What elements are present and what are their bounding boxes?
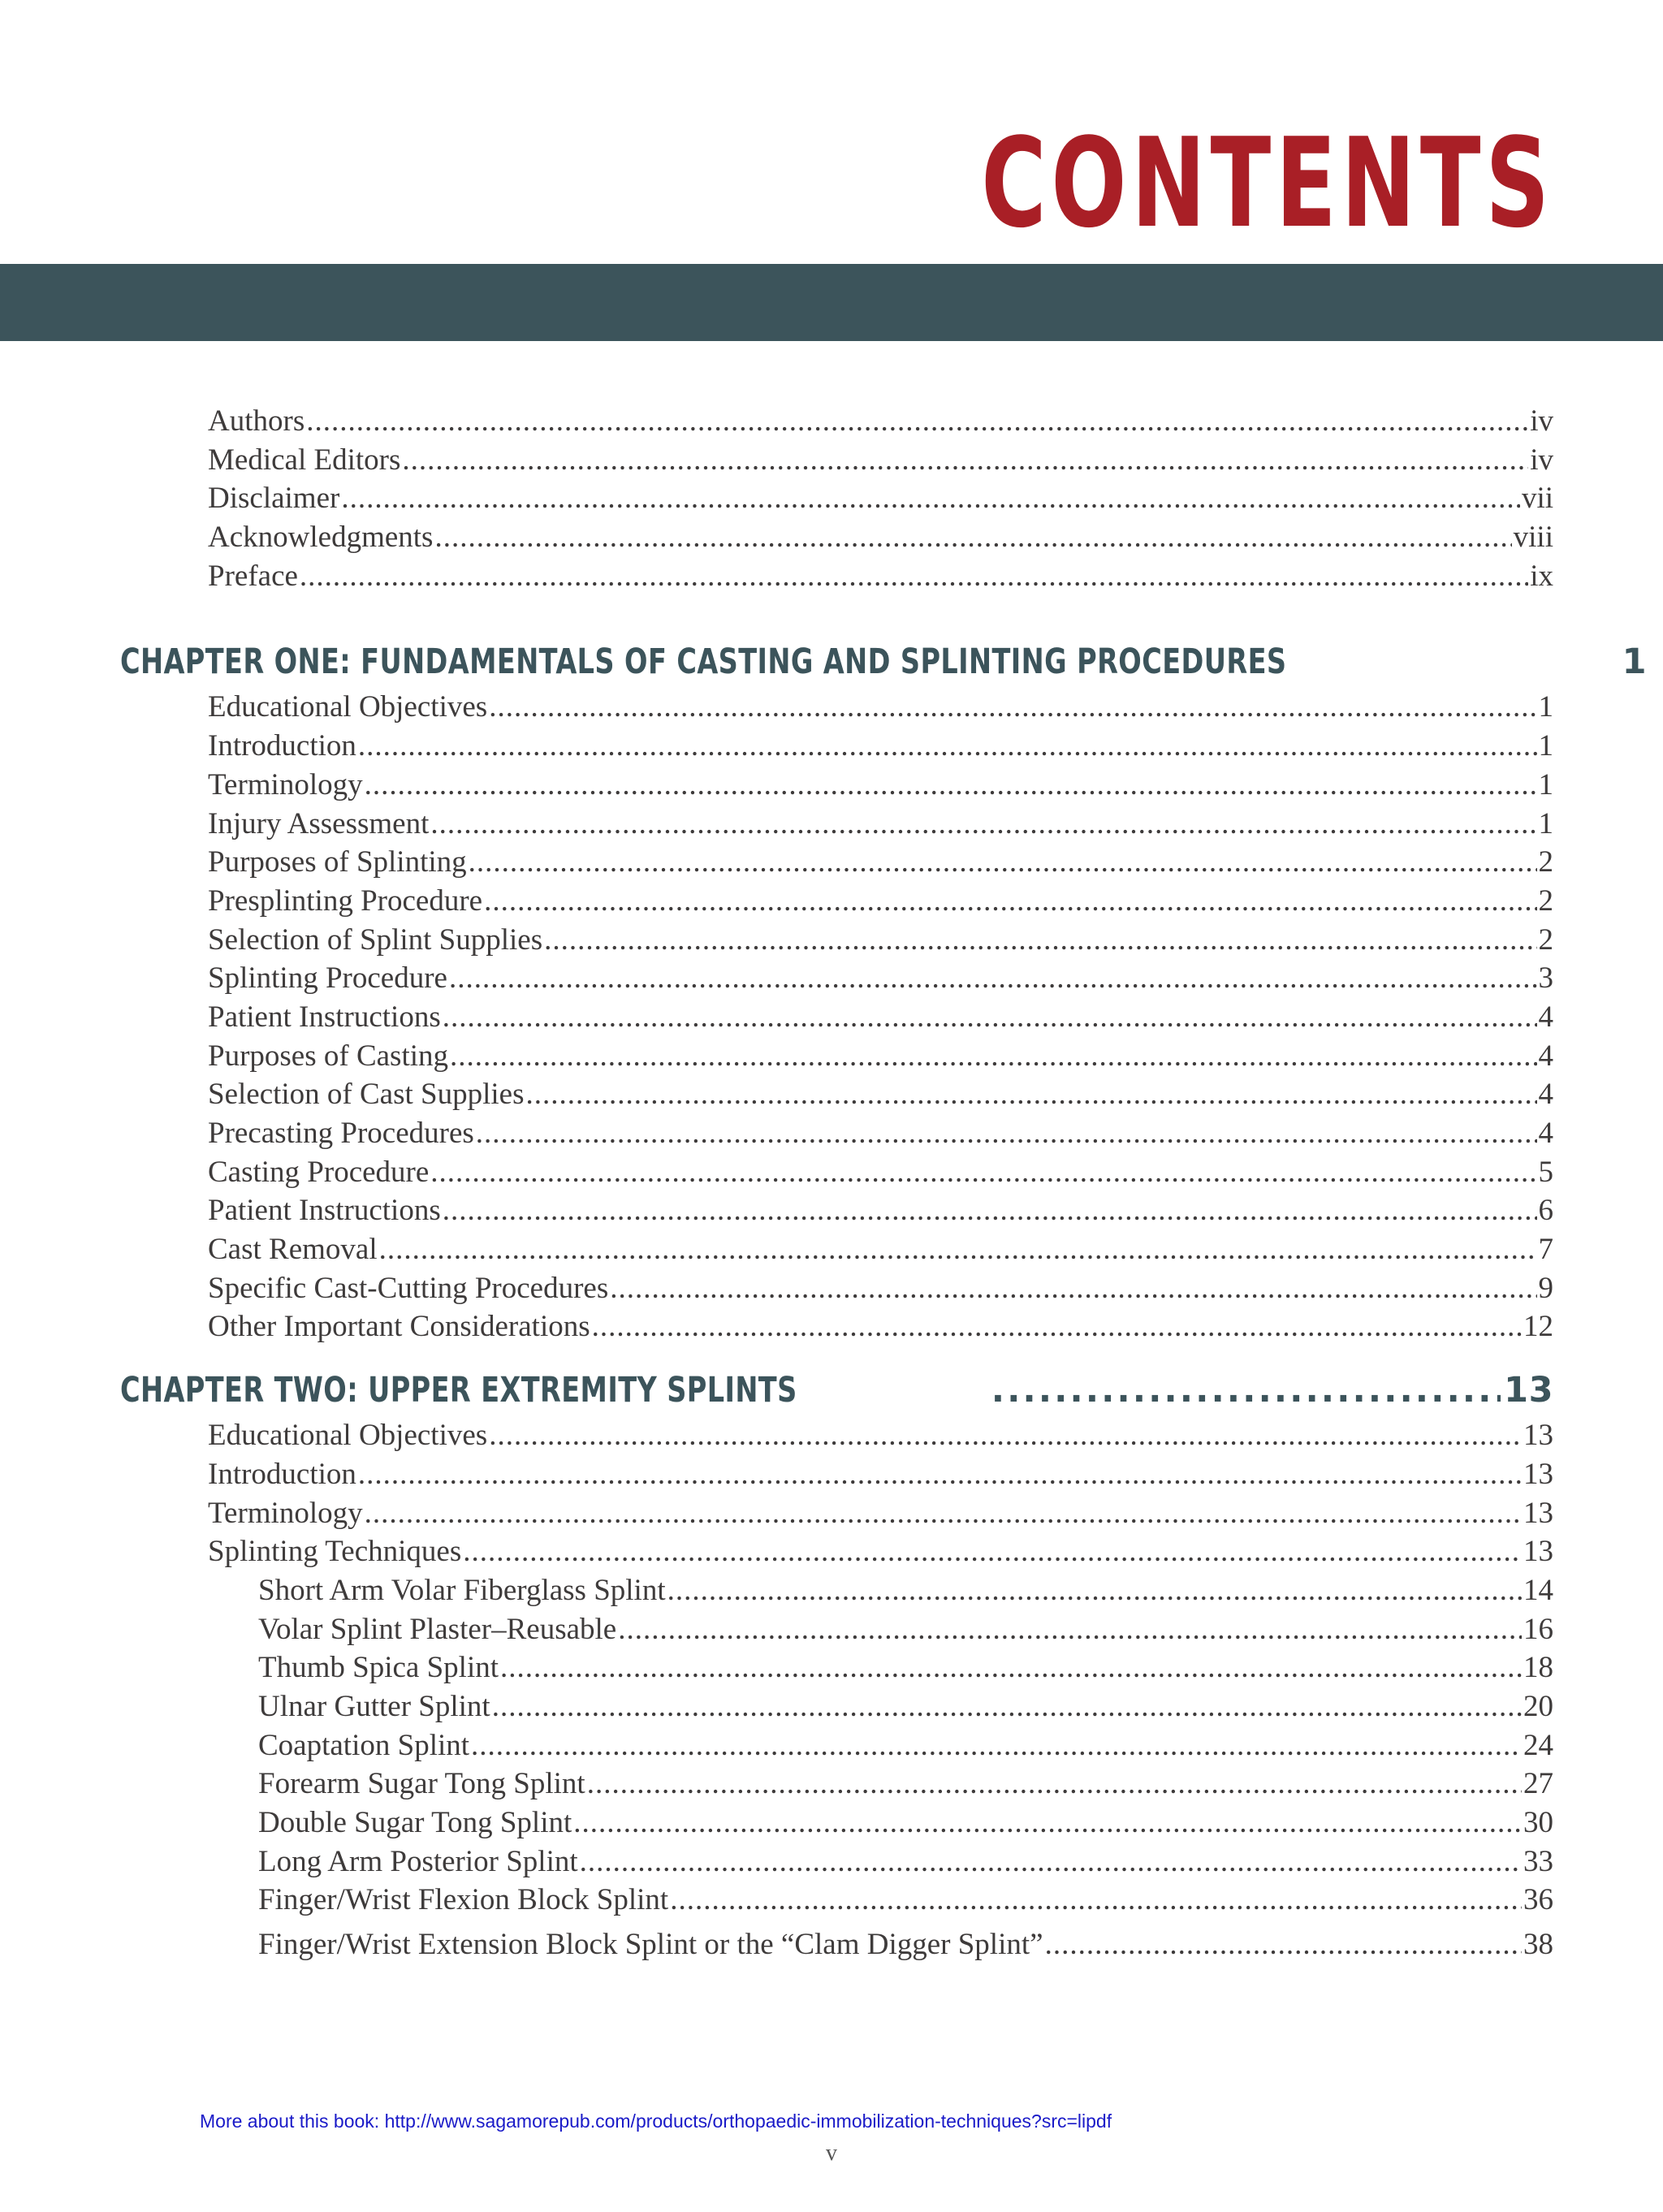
toc-entry-page: 9	[1538, 1271, 1553, 1305]
toc-entry-label: Patient Instructions	[208, 1000, 441, 1034]
toc-entry-label: Presplinting Procedure	[208, 884, 483, 918]
dot-leader	[402, 441, 1528, 480]
toc-entry-page: 38	[1523, 1928, 1553, 1962]
dot-leader	[991, 1364, 1501, 1416]
toc-entry-label: Short Arm Volar Fiberglass Splint	[258, 1573, 666, 1607]
toc-entry-label: Educational Objectives	[208, 1419, 488, 1453]
toc-entry-acknowledgments[interactable]	[120, 518, 1553, 557]
section-spacer	[120, 595, 1553, 636]
toc-entry-authors[interactable]	[120, 402, 1553, 441]
toc-entry[interactable]	[120, 1191, 1553, 1230]
toc-entry-label: Injury Assessment	[208, 806, 430, 840]
toc-entry[interactable]	[120, 1532, 1553, 1571]
dot-leader	[610, 1269, 1536, 1308]
toc-entry-page: 1	[1538, 729, 1553, 763]
dot-leader	[430, 1153, 1536, 1192]
toc-entry-page: 13	[1523, 1419, 1553, 1453]
toc-entry-page: 27	[1523, 1767, 1553, 1801]
section-spacer	[120, 1346, 1553, 1364]
more-about-book-link[interactable]: More about this book: http://www.sagamorepub.com/products/orthopaedic-immobilization-techniques?src=lipdf	[200, 2110, 1112, 2132]
toc-entry-page: 7	[1538, 1233, 1553, 1267]
toc-entry-label: Authors	[208, 404, 305, 438]
toc-entry-page: 30	[1523, 1806, 1553, 1839]
toc-entry-label: Preface	[208, 559, 298, 593]
toc-entry-label: Cast Removal	[208, 1233, 378, 1267]
toc-entry[interactable]	[120, 766, 1553, 805]
chapter-heading-label: CHAPTER ONE: FUNDAMENTALS OF CASTING AND SPLINTING PROCEDURES	[120, 642, 1287, 683]
toc-entry-label: Other Important Considerations	[208, 1310, 590, 1344]
toc-entry[interactable]	[120, 688, 1553, 727]
toc-entry-page: 2	[1538, 884, 1553, 918]
toc-entry-label: Patient Instructions	[208, 1194, 441, 1228]
dot-leader	[476, 1114, 1537, 1153]
page-number: v	[826, 2141, 837, 2166]
toc-entry-page: viii	[1513, 521, 1553, 555]
chapter-two-heading[interactable]	[120, 1364, 1553, 1416]
toc-entry-preface[interactable]	[120, 557, 1553, 596]
chapter-one-heading[interactable]	[120, 636, 1647, 688]
dot-leader	[667, 1571, 1522, 1610]
page-title: CONTENTS	[981, 111, 1554, 255]
toc-entry[interactable]	[120, 1494, 1553, 1533]
dot-leader	[450, 1037, 1537, 1076]
toc-entry-label: Splinting Procedure	[208, 961, 447, 996]
toc-subentry[interactable]	[120, 1804, 1553, 1843]
toc-entry[interactable]	[120, 1153, 1553, 1192]
toc-subentry[interactable]	[120, 1881, 1553, 1920]
toc-entry[interactable]	[120, 959, 1553, 998]
toc-entry-page: 2	[1538, 845, 1553, 879]
toc-entry-label: Specific Cast-Cutting Procedures	[208, 1271, 609, 1305]
dot-leader	[580, 1843, 1522, 1881]
toc-entry[interactable]	[120, 1307, 1553, 1346]
toc-subentry[interactable]	[120, 1687, 1553, 1726]
dot-leader	[341, 479, 1520, 518]
toc-entry[interactable]	[120, 843, 1553, 882]
dot-leader	[1045, 1925, 1522, 1964]
dot-leader	[489, 1416, 1522, 1455]
dot-leader	[670, 1881, 1522, 1920]
toc-entry-label: Finger/Wrist Extension Block Splint or the “Clam Digger Splint”	[258, 1928, 1043, 1962]
dot-leader	[365, 766, 1537, 805]
dot-leader	[379, 1230, 1537, 1269]
toc-entry[interactable]	[120, 882, 1553, 921]
toc-entry[interactable]	[120, 805, 1553, 844]
toc-entry-page: 13	[1523, 1496, 1553, 1530]
toc-entry[interactable]	[120, 727, 1553, 766]
toc-entry-label: Precasting Procedures	[208, 1117, 474, 1150]
toc-subentry[interactable]	[120, 1765, 1553, 1804]
toc-entry[interactable]	[120, 1269, 1553, 1308]
toc-entry-page: 4	[1538, 1000, 1553, 1034]
toc-entry-label: Disclaimer	[208, 482, 340, 516]
toc-entry-page: 24	[1523, 1728, 1553, 1762]
toc-subentry[interactable]	[120, 1726, 1553, 1765]
toc-entry-page: 2	[1538, 922, 1553, 957]
dot-leader	[573, 1804, 1522, 1843]
dot-leader	[434, 518, 1511, 557]
toc-entry[interactable]	[120, 1230, 1553, 1269]
toc-entry-label: Long Arm Posterior Splint	[258, 1844, 578, 1878]
dot-leader	[365, 1494, 1522, 1533]
toc-entry-label: Medical Editors	[208, 443, 401, 477]
toc-entry-page: 1	[1538, 767, 1553, 801]
toc-entry-label: Coaptation Splint	[258, 1728, 470, 1762]
dot-leader	[484, 882, 1536, 921]
toc-entry-label: Casting Procedure	[208, 1155, 430, 1189]
toc-entry-label: Finger/Wrist Flexion Block Splint	[258, 1883, 669, 1917]
dot-leader	[443, 1191, 1537, 1230]
toc-subentry[interactable]	[120, 1610, 1553, 1649]
toc-subentry[interactable]	[120, 1925, 1553, 1964]
toc-entry-page: 4	[1538, 1078, 1553, 1112]
dot-leader	[443, 998, 1537, 1037]
toc-entry-page: 13	[1523, 1535, 1553, 1569]
dot-leader	[587, 1765, 1522, 1804]
toc-subentry[interactable]	[120, 1571, 1553, 1610]
toc-entry-page: 36	[1523, 1883, 1553, 1917]
toc-entry-page: 18	[1523, 1651, 1553, 1685]
toc-entry-label: Educational Objectives	[208, 690, 488, 724]
dot-leader	[306, 402, 1528, 441]
toc-entry-page: 13	[1523, 1457, 1553, 1491]
toc-entry-page: 4	[1538, 1117, 1553, 1150]
dot-leader	[358, 1455, 1522, 1494]
toc-entry-page: 20	[1523, 1689, 1553, 1723]
toc-entry[interactable]	[120, 1075, 1553, 1114]
toc-entry[interactable]	[120, 921, 1553, 960]
toc-entry-page: vii	[1521, 482, 1553, 516]
dot-leader	[358, 727, 1537, 766]
toc-entry-page: 16	[1523, 1612, 1553, 1646]
toc-entry-page: 12	[1523, 1310, 1553, 1344]
toc-entry-label: Selection of Cast Supplies	[208, 1078, 525, 1112]
toc-entry-label: Introduction	[208, 729, 356, 763]
toc-entry-label: Terminology	[208, 767, 363, 801]
dot-leader	[544, 921, 1536, 960]
toc-entry-label: Ulnar Gutter Splint	[258, 1689, 490, 1723]
toc-entry-page: ix	[1530, 559, 1553, 593]
toc-entry-page: 33	[1523, 1844, 1553, 1878]
toc-entry-label: Purposes of Splinting	[208, 845, 467, 879]
toc-entry-label: Acknowledgments	[208, 521, 434, 555]
toc-entry-label: Terminology	[208, 1496, 363, 1530]
header-band	[0, 264, 1663, 341]
dot-leader	[489, 688, 1536, 727]
chapter-heading-label: CHAPTER TWO: UPPER EXTREMITY SPLINTS	[120, 1370, 797, 1411]
toc-entry[interactable]	[120, 1455, 1553, 1494]
toc-entry-label: Volar Splint Plaster–Reusable	[258, 1612, 617, 1646]
toc-entry-page: iv	[1530, 404, 1553, 438]
dot-leader	[526, 1075, 1537, 1114]
toc-entry-page: 1	[1538, 806, 1553, 840]
toc-entry-label: Purposes of Casting	[208, 1039, 448, 1073]
chapter-heading-page: 1	[1622, 642, 1647, 683]
table-of-contents	[120, 402, 1647, 1964]
toc-entry[interactable]	[120, 1037, 1553, 1076]
dot-leader	[592, 1307, 1522, 1346]
dot-leader	[300, 557, 1528, 596]
toc-entry-page: 14	[1523, 1573, 1553, 1607]
toc-entry-medical-editors[interactable]	[120, 441, 1553, 480]
toc-entry-label: Selection of Splint Supplies	[208, 922, 543, 957]
dot-leader	[430, 805, 1536, 844]
toc-entry-label: Thumb Spica Splint	[258, 1651, 499, 1685]
toc-entry-page: 3	[1538, 961, 1553, 996]
toc-entry-page: 1	[1538, 690, 1553, 724]
dot-leader	[471, 1726, 1522, 1765]
toc-subentry[interactable]	[120, 1648, 1553, 1687]
dot-leader	[500, 1648, 1522, 1687]
toc-entry-page: iv	[1530, 443, 1553, 477]
dot-leader	[469, 843, 1537, 882]
toc-entry-disclaimer[interactable]	[120, 479, 1553, 518]
toc-entry[interactable]	[120, 998, 1553, 1037]
toc-entry-page: 6	[1538, 1194, 1553, 1228]
dot-leader	[463, 1532, 1522, 1571]
toc-entry-label: Introduction	[208, 1457, 356, 1491]
toc-entry-page: 5	[1538, 1155, 1553, 1189]
toc-entry-label: Forearm Sugar Tong Splint	[258, 1767, 585, 1801]
chapter-heading-page: 13	[1504, 1370, 1553, 1411]
dot-leader	[492, 1687, 1522, 1726]
toc-entry-page: 4	[1538, 1039, 1553, 1073]
dot-leader	[449, 959, 1537, 998]
toc-entry[interactable]	[120, 1416, 1553, 1455]
toc-entry-label: Splinting Techniques	[208, 1535, 462, 1569]
toc-subentry[interactable]	[120, 1843, 1553, 1881]
toc-entry-label: Double Sugar Tong Splint	[258, 1806, 572, 1839]
toc-entry[interactable]	[120, 1114, 1553, 1153]
dot-leader	[618, 1610, 1522, 1649]
